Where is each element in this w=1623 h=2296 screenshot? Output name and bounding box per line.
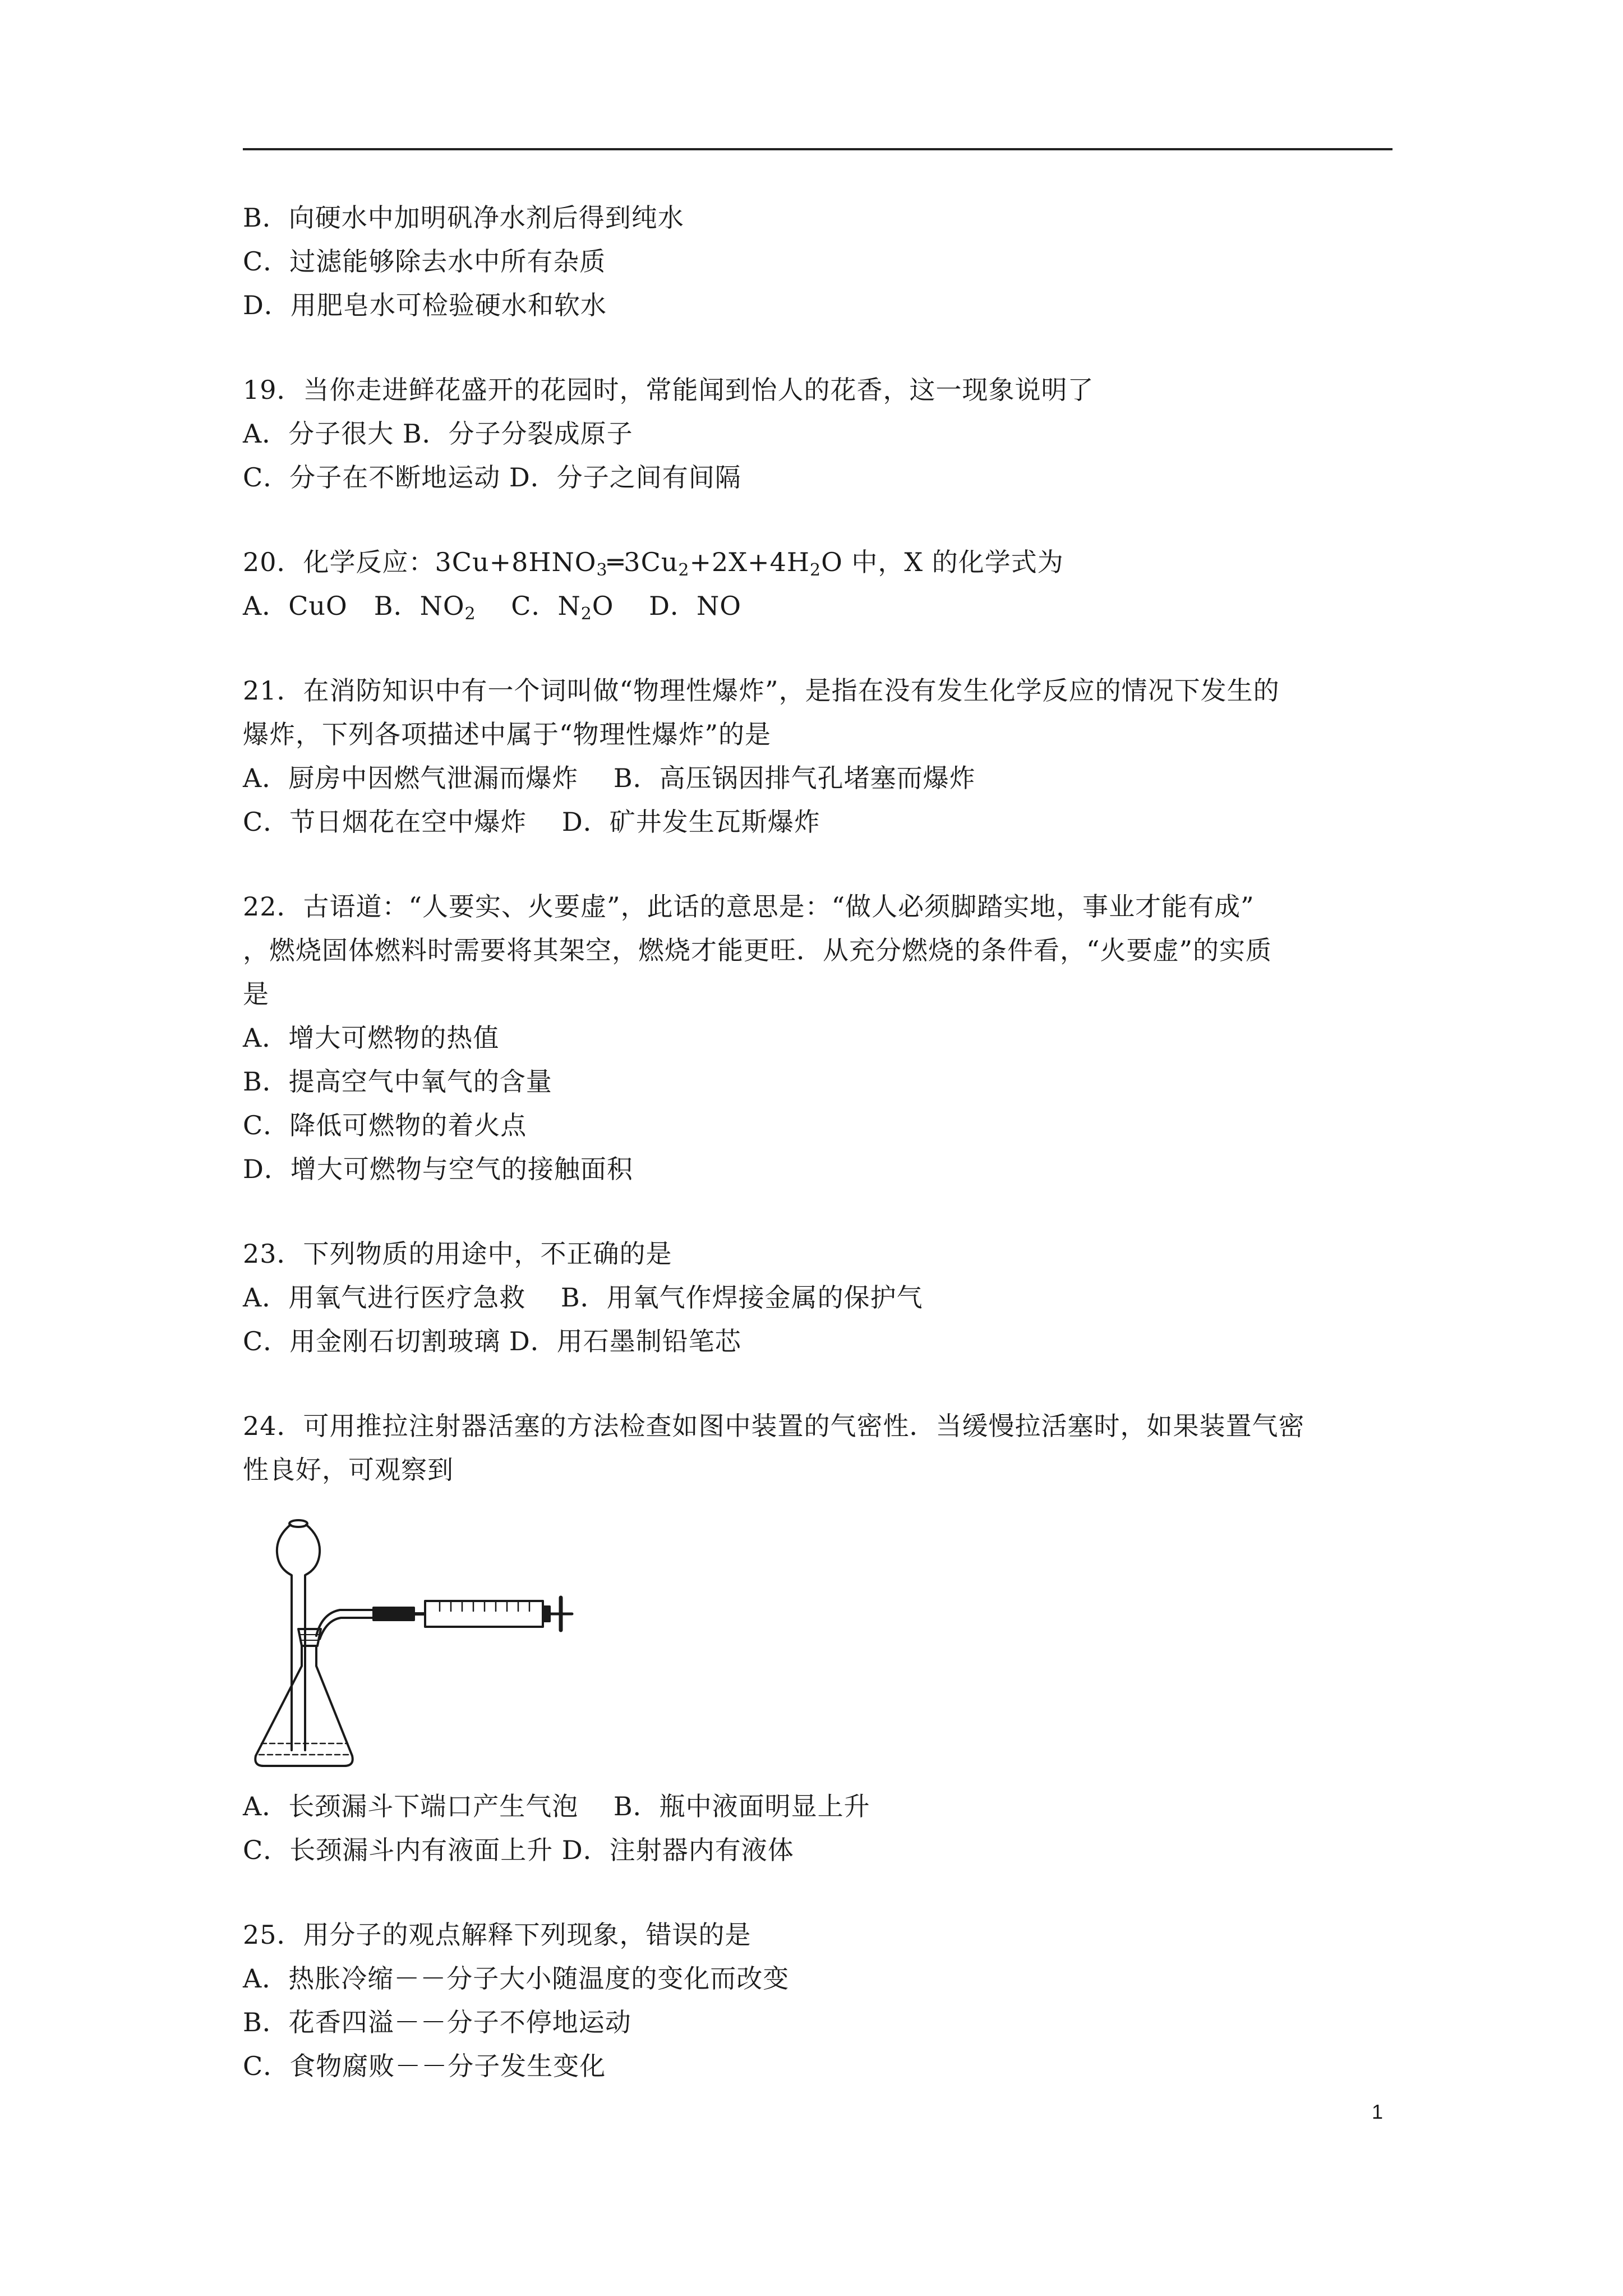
q23-stem: 23．下列物质的用途中，不正确的是	[243, 1239, 672, 1269]
q18-option-b: B．向硬水中加明矾净水剂后得到纯水	[243, 203, 684, 233]
header-rule	[243, 148, 1393, 150]
q19-stem: 19．当你走进鲜花盛开的花园时，常能闻到怡人的花香，这一现象说明了	[243, 375, 1094, 405]
apparatus-figure	[247, 1509, 583, 1778]
q23-options-line-1: A．用氧气进行医疗急救 B．用氧气作焊接金属的保护气	[243, 1282, 923, 1313]
q21-stem-line-1: 21．在消防知识中有一个词叫做“物理性爆炸”，是指在没有发生化学反应的情况下发生的	[243, 675, 1280, 706]
q21-options-line-2: C．节日烟花在空中爆炸 D．矿井发生瓦斯爆炸	[243, 807, 820, 837]
q20-option-d: D．NO	[649, 591, 741, 621]
q19-options-line-2: C．分子在不断地运动 D．分子之间有间隔	[243, 462, 741, 493]
rubber-connector	[374, 1608, 414, 1620]
q22-stem-line-1: 22．古语道：“人要实、火要虚”，此话的意思是：“做人必须脚踏实地，事业才能有成”	[243, 891, 1255, 922]
q21-options-line-1: A．厨房中因燃气泄漏而爆炸 B．高压锅因排气孔堵塞而爆炸	[243, 763, 976, 793]
q22-stem-line-2: ，燃烧固体燃料时需要将其架空，燃烧才能更旺．从充分燃烧的条件看，“火要虚”的实质	[243, 935, 1272, 965]
q19-options-line-1: A．分子很大 B．分子分裂成原子	[243, 418, 633, 449]
q20-option-c: C．$N_2O$	[511, 591, 614, 624]
q25-stem: 25．用分子的观点解释下列现象，错误的是	[243, 1920, 751, 1950]
q22-option-d: D．增大可燃物与空气的接触面积	[243, 1154, 633, 1184]
q20-option-b: B．$NO_2$	[374, 591, 476, 624]
q24-stem-line-1: 24．可用推拉注射器活塞的方法检查如图中装置的气密性．当缓慢拉活塞时，如果装置气密	[243, 1411, 1305, 1441]
q18-option-c: C．过滤能够除去水中所有杂质	[243, 246, 606, 277]
q20-option-a: A．CuO	[243, 591, 348, 621]
q23-options-line-2: C．用金刚石切割玻璃 D．用石墨制铅笔芯	[243, 1326, 741, 1356]
q25-option-a: A．热胀冷缩－－分子大小随温度的变化而改变	[243, 1963, 790, 1994]
q20-options	[243, 589, 741, 623]
q22-stem-line-3: 是	[243, 979, 269, 1009]
q24-stem-line-2: 性良好，可观察到	[243, 1455, 454, 1485]
long-neck-funnel	[277, 1525, 292, 1750]
q22-option-c: C．降低可燃物的着火点	[243, 1110, 527, 1140]
q24-options-line-2: C．长颈漏斗内有液面上升 D．注射器内有液体	[243, 1835, 794, 1865]
delivery-tube	[316, 1610, 374, 1636]
q22-option-a: A．增大可燃物的热值	[243, 1023, 500, 1053]
page-number: 1	[1372, 2100, 1384, 2123]
q25-option-c: C．食物腐败－－分子发生变化	[243, 2051, 606, 2081]
q20-stem: 20．化学反应：$3Cu+8HNO_3═3Cu_2+2X+4H_2O$ 中，X 的化学式为	[243, 547, 1064, 580]
q18-option-d: D．用肥皂水可检验硬水和软水	[243, 290, 607, 320]
q25-option-b: B．花香四溢－－分子不停地运动	[243, 2007, 631, 2037]
syringe	[425, 1598, 572, 1630]
q24-options-line-1: A．长颈漏斗下端口产生气泡 B．瓶中液面明显上升	[243, 1791, 870, 1821]
q21-stem-line-2: 爆炸，下列各项描述中属于“物理性爆炸”的是	[243, 719, 772, 749]
q22-option-b: B．提高空气中氧气的含量	[243, 1066, 552, 1097]
